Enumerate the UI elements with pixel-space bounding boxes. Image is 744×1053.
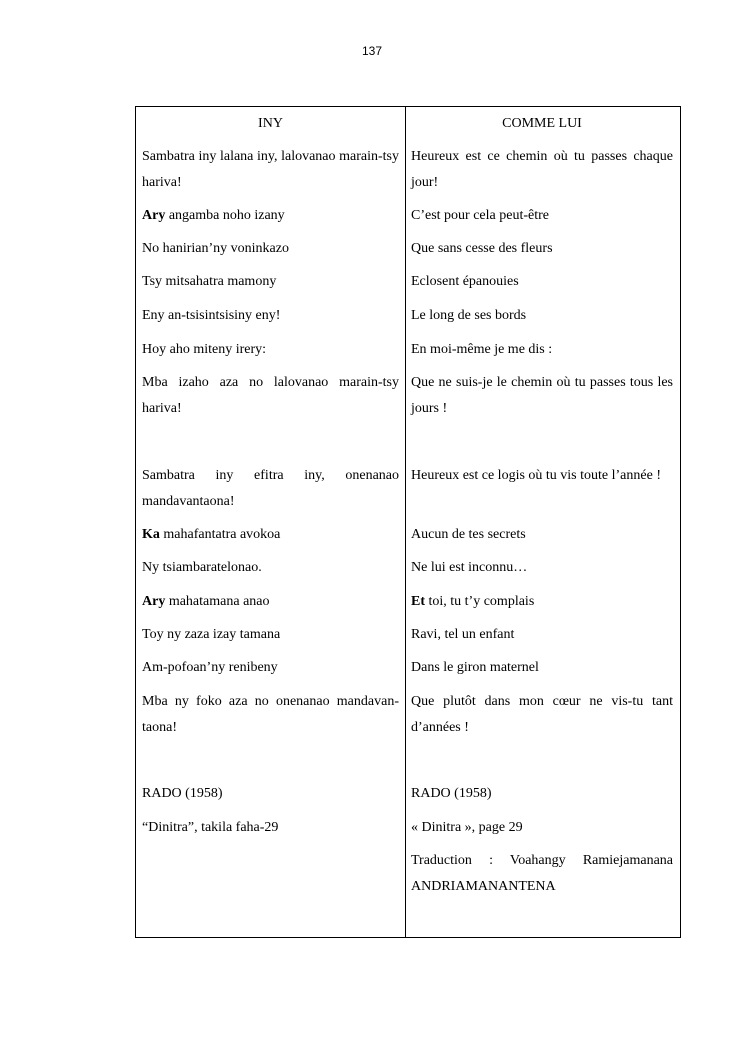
verse-line: Heureux est ce logis où tu vis toute l’année !	[411, 468, 661, 483]
verse-line: Ravi, tel un enfant	[411, 627, 515, 642]
author-credit: RADO (1958)	[142, 786, 223, 801]
verse-line: Ary mahatamana anao	[142, 594, 270, 609]
column-divider	[405, 107, 406, 937]
page-number: 137	[361, 44, 383, 58]
verse-line: Que ne suis-je le chemin où tu passes tous les jours !	[411, 375, 673, 416]
verse-line: Dans le giron maternel	[411, 660, 539, 675]
verse-line: Le long de ses bords	[411, 308, 527, 323]
verse-line: Que sans cesse des fleurs	[411, 241, 553, 256]
verse-line: Heureux est ce chemin où tu passes chaque jour!	[411, 149, 673, 190]
verse-line: Am-pofoan’ny renibeny	[142, 660, 278, 675]
verse-line: Tsy mitsahatra mamony	[142, 274, 277, 289]
verse-line: Ary angamba noho izany	[142, 208, 285, 223]
poem-table	[135, 106, 681, 938]
verse-line: Hoy aho miteny irery:	[142, 342, 267, 357]
source-citation: “Dinitra”, takila faha-29	[142, 820, 279, 835]
verse-line: Eny an-tsisintsisiny eny!	[142, 308, 281, 323]
author-credit: RADO (1958)	[411, 786, 492, 801]
verse-line: Ne lui est inconnu…	[411, 560, 528, 575]
verse-line: C’est pour cela peut-être	[411, 208, 549, 223]
verse-line: En moi-même je me dis :	[411, 342, 553, 357]
source-citation: « Dinitra », page 29	[411, 820, 523, 835]
verse-line: Ny tsiambaratelonao.	[142, 560, 262, 575]
verse-line: Sambatra iny efitra iny, onenanao mandavantaona!	[142, 468, 399, 509]
verse-line: Que plutôt dans mon cœur ne vis-tu tant d’années !	[411, 694, 673, 735]
verse-line: Mba ny foko aza no onenanao mandavan-taona!	[142, 694, 399, 735]
verse-line: Toy ny zaza izay tamana	[142, 627, 281, 642]
column-header-comme-lui: COMME LUI	[502, 116, 582, 131]
verse-line: Sambatra iny lalana iny, lalovanao marain-tsy hariva!	[142, 149, 399, 190]
verse-line: Et toi, tu t’y complais	[411, 594, 535, 609]
verse-line: No hanirian’ny voninkazo	[142, 241, 289, 256]
translation-credit: Traduction : Voahangy Ramiejamanana ANDRIAMANANTENA	[411, 853, 673, 894]
verse-line: Aucun de tes secrets	[411, 527, 526, 542]
verse-line: Ka mahafantatra avokoa	[142, 527, 281, 542]
verse-line: Eclosent épanouies	[411, 274, 519, 289]
column-header-iny: INY	[258, 116, 283, 131]
verse-line: Mba izaho aza no lalovanao marain-tsy hariva!	[142, 375, 399, 416]
